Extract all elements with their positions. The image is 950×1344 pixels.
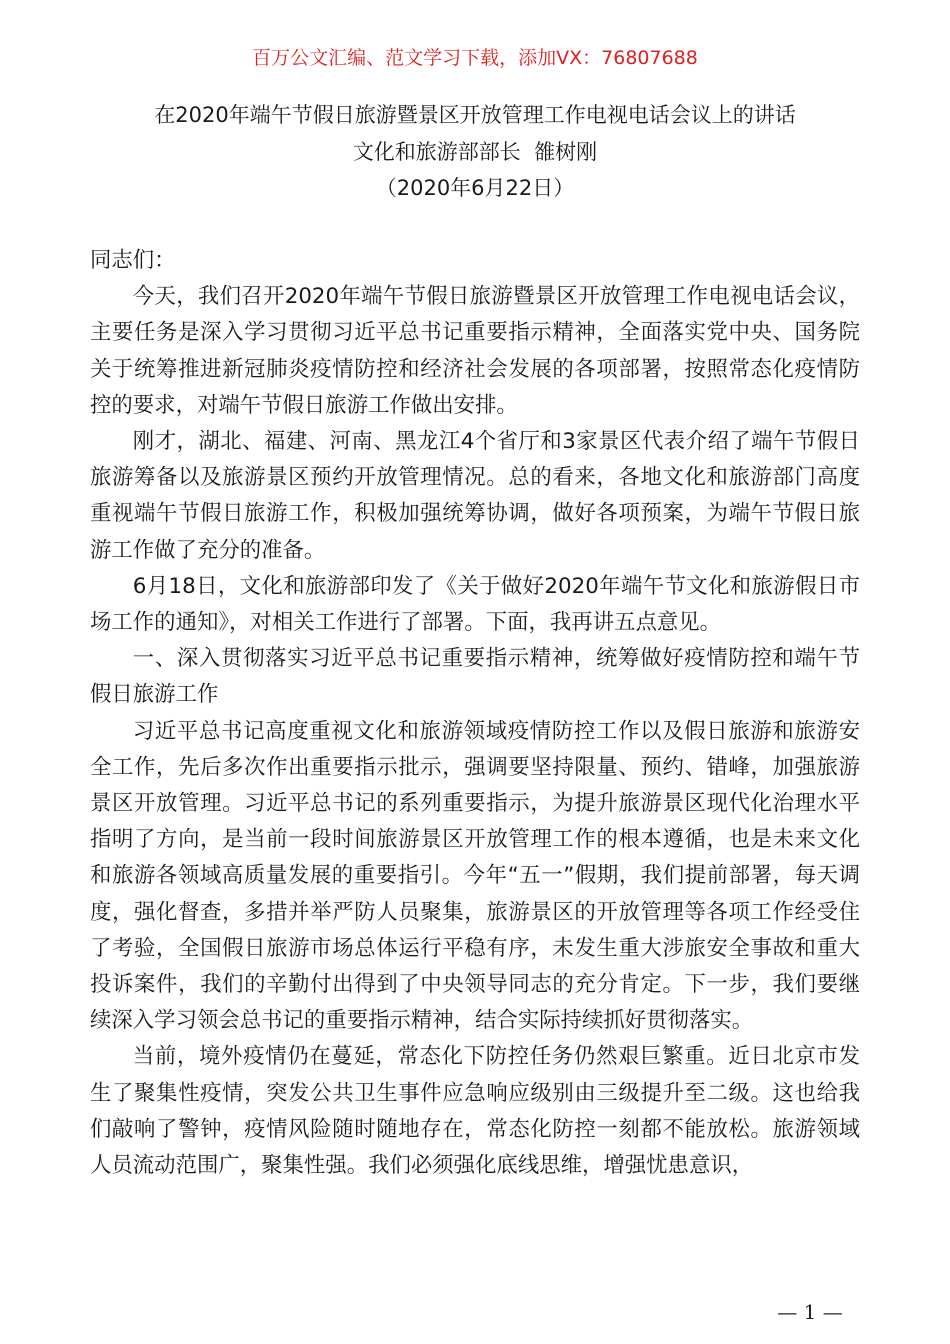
salutation: 同志们： (90, 248, 176, 273)
promo-banner: 百万公文汇编、范文学习下载，添加VX：76807688 (252, 47, 698, 69)
speaker-line: 文化和旅游部部长 雒树刚 (352, 139, 598, 164)
page-number: — 1 — (777, 1300, 843, 1324)
section-heading: 一、深入贯彻落实习近平总书记重要指示精神，统筹做好疫情防控和端午节假日旅游工作 (90, 646, 860, 708)
paragraph: 6月18日，文化和旅游部印发了《关于做好2020年端午节文化和旅游假日市场工作的通知》，对相关工作进行了部署。下面，我再讲五点意见。 (90, 573, 860, 636)
title-block (0, 97, 950, 207)
paragraph: 刚才，湖北、福建、河南、黑龙江4个省厅和3家景区代表介绍了端午节假日旅游筹备以及旅游景区预约开放管理情况。总的看来，各地文化和旅游部门高度重视端午节假日旅游工作，积极加强统筹协调，做好各项预案，为端午节假日旅游工作做了充分的准备。 (90, 429, 860, 563)
document-body (90, 243, 860, 1184)
paragraph: 习近平总书记高度重视文化和旅游领域疫情防控工作以及假日旅游和旅游安全工作，先后多次作出重要指示批示，强调要坚持限量、预约、错峰，加强旅游景区开放管理。习近平总书记的系列重要指示，为提升旅游景区现代化治理水平指明了方向，是当前一段时间旅游景区开放管理工作的根本遵循，也是未来文化和旅游各领域高质量发展的重要指引。今年“五一”假期，我们提前部署，每天调度，强化督查，多措并举严防人员聚集，旅游景区的开放管理等各项工作经受住了考验，全国假日旅游市场总体运行平稳有序，未发生重大涉旅安全事故和重大投诉案件，我们的辛勤付出得到了中央领导同志的充分肯定。下一步，我们要继续深入学习领会总书记的重要指示精神，结合实际持续抓好贯彻落实。 (90, 718, 860, 1034)
speech-date: （2020年6月22日） (375, 176, 575, 200)
paragraph: 今天，我们召开2020年端午节假日旅游暨景区开放管理工作电视电话会议，主要任务是深入学习贯彻习近平总书记重要指示精神，全面落实党中央、国务院关于统筹推进新冠肺炎疫情防控和经济社会发展的各项部署，按照常态化疫情防控的要求，对端午节假日旅游工作做出安排。 (90, 284, 860, 418)
paragraph: 当前，境外疫情仍在蔓延，常态化下防控任务仍然艰巨繁重。近日北京市发生了聚集性疫情，突发公共卫生事件应急响应级别由三级提升至二级。这也给我们敲响了警钟，疫情风险随时随地存在，常态化防控一刻都不能放松。旅游领域人员流动范围广，聚集性强。我们必须强化底线思维，增强忧患意识， (90, 1044, 860, 1179)
speech-title: 在2020年端午节假日旅游暨景区开放管理工作电视电话会议上的讲话 (154, 103, 796, 127)
